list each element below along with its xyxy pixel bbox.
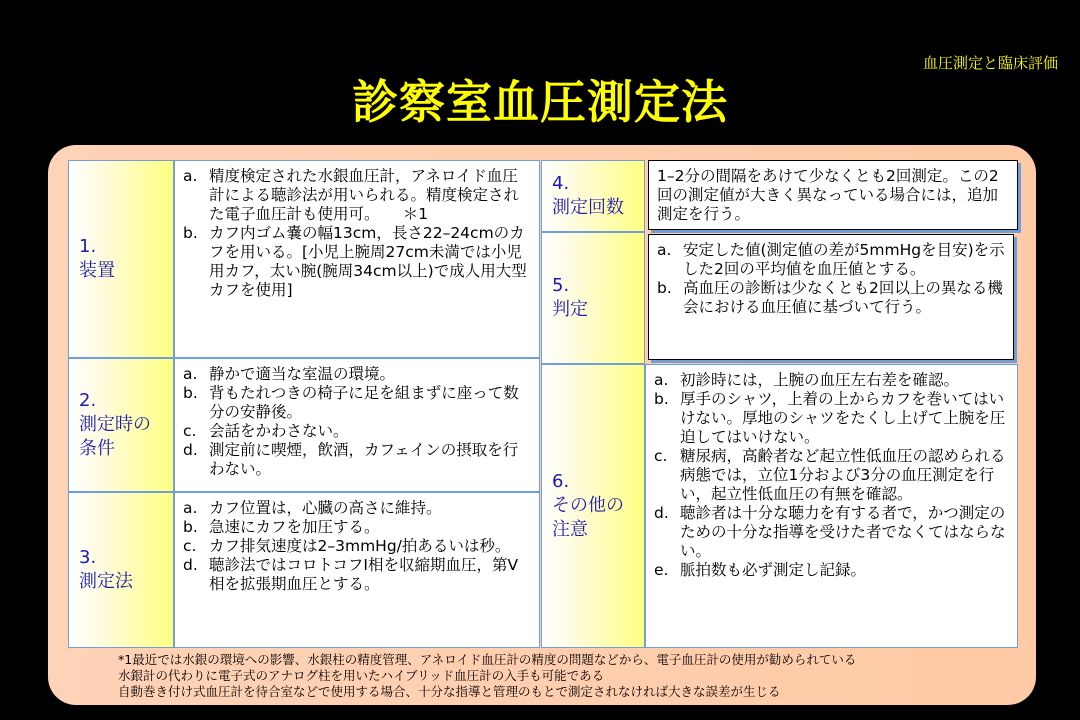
content-equipment xyxy=(174,160,540,358)
item-text: 厚手のシャツ，上着の上からカフを巻いてはいけない。厚地のシャツをたくし上げて上腕を圧迫してはいけない。 xyxy=(680,390,1006,446)
footnote-line: 水銀計の代わりに電子式のアナログ柱を用いたハイブリッド血圧計の入手も可能である xyxy=(118,668,605,683)
list-item xyxy=(654,504,1011,561)
footnotes xyxy=(118,652,1018,700)
label-count xyxy=(541,160,645,232)
footnote-line: *1最近では水銀の環境への影響、水銀柱の精度管理、アネロイド血圧計の精度の問題などから、電子血圧計の使用が勧められている xyxy=(118,652,857,667)
item-text: 高血圧の診断は少なくとも2回以上の異なる機会における血圧値に基づいて行う。 xyxy=(683,279,1003,316)
list-item xyxy=(657,241,1007,279)
item-text: 初診時には，上腕の血圧左右差を確認。 xyxy=(680,371,960,389)
list-item xyxy=(183,365,533,384)
page-title: 診察室血圧測定法 xyxy=(352,75,728,129)
list-item xyxy=(183,384,533,422)
list-item xyxy=(183,537,533,556)
item-marker: a. xyxy=(654,371,669,389)
list-item xyxy=(183,556,533,594)
footnote-line: 自動巻き付け式血圧計を待合室などで使用する場合、十分な指導と管理のもとで測定されなければ大きな誤差が生じる xyxy=(118,684,781,699)
item-marker: b. xyxy=(183,384,198,402)
label-conditions xyxy=(68,358,174,492)
item-text: 急速にカフを加圧する。 xyxy=(209,518,380,536)
content-count xyxy=(648,160,1018,230)
item-text: 脈拍数も必ず測定し記録。 xyxy=(680,561,867,579)
count-text: 1–2分の間隔をあけて少なくとも2回測定。この2回の測定値が大きく異なっている場合には，追加測定を行う。 xyxy=(657,167,999,223)
item-text: 聴診者は十分な聴力を有する者で，かつ測定のための十分な指導を受けた者でなくてはならない。 xyxy=(680,504,1006,560)
item-text: 糖尿病，高齢者など起立性低血圧の認められる病態では，立位1分および3分の血圧測定を行い，起立性低血圧の有無を確認。 xyxy=(680,447,1006,503)
item-marker: c. xyxy=(183,422,197,440)
label-method-text: 3. 測定法 xyxy=(79,547,133,592)
item-text: 精度検定された水銀血圧計，アネロイド血圧計による聴診法が用いられる。精度検定された電子血圧計も使用可。 ＊1 xyxy=(209,167,520,223)
item-text: カフ排気速度は2–3mmHg/拍あるいは秒。 xyxy=(209,537,511,555)
item-marker: b. xyxy=(183,518,198,536)
item-marker: e. xyxy=(654,561,669,579)
label-conditions-text: 2. 測定時の 条件 xyxy=(79,390,151,459)
item-text: 背もたれつきの椅子に足を組まずに座って数分の安静後。 xyxy=(209,384,519,421)
label-judgment xyxy=(541,232,645,364)
item-marker: a. xyxy=(183,365,198,383)
label-equipment xyxy=(68,160,174,358)
content-conditions xyxy=(174,358,540,492)
content-judgment xyxy=(648,234,1014,360)
list-item xyxy=(654,561,1011,580)
item-marker: a. xyxy=(657,241,672,259)
list-item xyxy=(183,167,533,224)
item-marker: c. xyxy=(654,447,668,465)
item-marker: b. xyxy=(654,390,669,408)
corner-label: 血圧測定と臨床評価 xyxy=(922,54,1058,72)
label-method xyxy=(68,492,174,648)
item-text: カフ位置は，心臓の高さに維持。 xyxy=(209,499,442,517)
item-text: 静かで適当な室温の環境。 xyxy=(209,365,396,383)
item-marker: a. xyxy=(183,167,198,185)
item-marker: d. xyxy=(183,556,198,574)
label-judgment-text: 5. 判定 xyxy=(552,275,588,320)
list-item xyxy=(183,499,533,518)
content-other xyxy=(645,364,1018,648)
list-item xyxy=(654,371,1011,390)
item-text: 聴診法ではコロトコフⅠ相を収縮期血圧，第Ⅴ相を拡張期血圧とする。 xyxy=(209,556,519,593)
item-marker: d. xyxy=(183,441,198,459)
list-item xyxy=(183,441,533,479)
item-marker: d. xyxy=(654,504,669,522)
label-equipment-text: 1. 装置 xyxy=(79,236,115,281)
item-marker: c. xyxy=(183,537,197,555)
item-marker: a. xyxy=(183,499,198,517)
list-item xyxy=(654,447,1011,504)
list-item xyxy=(183,224,533,300)
label-other-text: 6. その他の 注意 xyxy=(552,471,624,540)
label-count-text: 4. 測定回数 xyxy=(552,173,624,218)
content-method xyxy=(174,492,540,648)
item-text: カフ内ゴム嚢の幅13cm，長さ22–24cmのカフを用いる。[小児上腕周27cm未満では小児用カフ，太い腕(腕周34cm以上)で成人用大型カフを使用] xyxy=(209,224,527,299)
list-item xyxy=(657,279,1007,317)
list-item xyxy=(183,518,533,537)
list-item xyxy=(654,390,1011,447)
item-text: 測定前に喫煙，飲酒，カフェインの摂取を行わない。 xyxy=(209,441,519,478)
item-text: 会話をかわさない。 xyxy=(209,422,349,440)
item-text: 安定した値(測定値の差が5mmHgを目安)を示した2回の平均値を血圧値とする。 xyxy=(683,241,1005,278)
item-marker: b. xyxy=(657,279,672,297)
list-item xyxy=(183,422,533,441)
label-other xyxy=(541,364,645,648)
item-marker: b. xyxy=(183,224,198,242)
